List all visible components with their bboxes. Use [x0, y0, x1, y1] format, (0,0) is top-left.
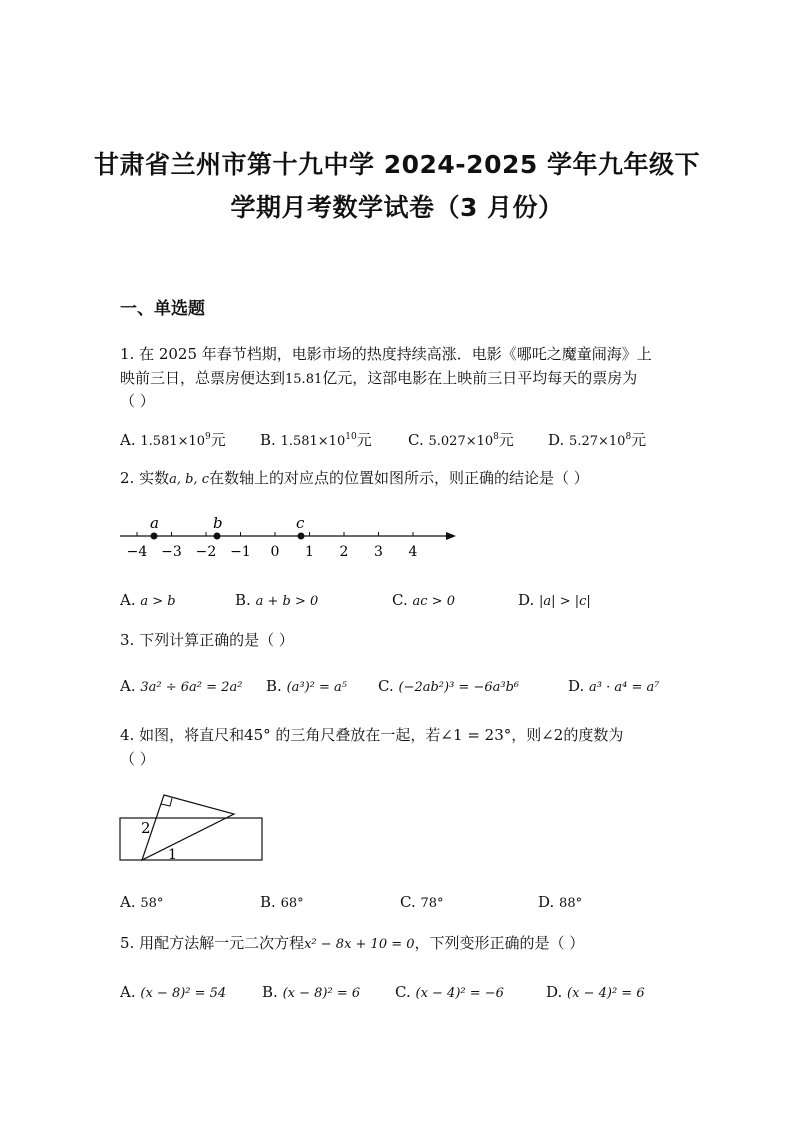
q1-box-office-number: 15.81 — [285, 372, 323, 387]
q5-option-d-label: D. — [546, 983, 563, 1001]
number-line-tick-label: −2 — [195, 544, 217, 560]
q2-option-a-label: A. — [120, 591, 136, 609]
q2-option-a[interactable] — [120, 591, 176, 609]
q1-option-d-exp: 8 — [625, 432, 632, 442]
q4-option-a[interactable] — [120, 893, 163, 911]
q2-text-b: 在数轴上的对应点的位置如图所示，则正确的结论是（ ） — [208, 469, 589, 487]
number-line-tick-label: −1 — [230, 544, 251, 560]
q3-option-b[interactable] — [266, 677, 347, 695]
q2-option-b-expr: a + b > 0 — [255, 594, 319, 609]
q3-option-b-label: B. — [266, 677, 282, 695]
q4-option-a-label: A. — [120, 893, 136, 911]
q1-option-d-label: D. — [548, 431, 565, 449]
q1-option-c-label: C. — [408, 431, 424, 449]
q4-option-c[interactable] — [400, 893, 444, 911]
q5-option-a[interactable] — [120, 983, 226, 1001]
point-c-label: c — [296, 514, 305, 532]
q2-option-c-expr: ac > 0 — [412, 594, 455, 609]
q3-option-c-label: C. — [378, 677, 394, 695]
q5-text-a: 5. 用配方法解一元二次方程 — [120, 934, 305, 952]
number-line-tick-label: 1 — [305, 544, 314, 560]
q5-option-c-expr: (x − 4)² = −6 — [415, 986, 504, 1001]
q5-text-b: ，下列变形正确的是（ ） — [414, 934, 585, 952]
q5-option-b-expr: (x − 8)² = 6 — [282, 986, 361, 1001]
q1-line3: （ ） — [120, 392, 155, 410]
q1-line2 — [120, 367, 637, 388]
number-line-tick-label: −4 — [126, 544, 148, 560]
q5-text — [120, 932, 584, 953]
q4-option-a-value: 58° — [140, 896, 164, 911]
number-line-arrow — [446, 532, 456, 540]
q2-text — [120, 467, 589, 488]
number-line-tick-label: 3 — [374, 544, 383, 560]
q3-option-a-expr: 3a² ÷ 6a² = 2a² — [140, 680, 243, 695]
q1-option-c-base: 5.027×10 — [428, 434, 494, 449]
q3-option-a-label: A. — [120, 677, 136, 695]
q5-equation: x² − 8x + 10 = 0 — [304, 937, 415, 952]
q1-option-b-unit: 元 — [356, 431, 372, 449]
q3-option-a[interactable] — [120, 677, 242, 695]
q4-option-d[interactable] — [538, 893, 582, 911]
q4-option-d-label: D. — [538, 893, 555, 911]
q1-option-b-exp: 10 — [345, 432, 357, 442]
q2-text-a: 2. 实数 — [120, 469, 170, 487]
q4-option-d-value: 88° — [559, 896, 583, 911]
q5-option-b-label: B. — [262, 983, 278, 1001]
q4-option-b[interactable] — [260, 893, 304, 911]
q1-option-a-exp: 9 — [205, 432, 211, 442]
ruler-triangle-figure — [116, 790, 270, 864]
q1-option-d-base: 5.27×10 — [569, 434, 626, 449]
q1-option-a-base: 1.581×10 — [140, 434, 206, 449]
q5-option-a-expr: (x − 8)² = 54 — [140, 986, 227, 1001]
q1-option-c-unit: 元 — [498, 431, 514, 449]
q1-option-c[interactable] — [408, 429, 514, 450]
q1-option-b[interactable] — [260, 429, 372, 450]
angle-1-label: 1 — [168, 847, 177, 863]
q5-option-d-expr: (x − 4)² = 6 — [567, 986, 645, 1001]
q3-option-d-label: D. — [568, 677, 585, 695]
q4-option-b-value: 68° — [280, 896, 304, 911]
q2-option-c[interactable] — [392, 591, 455, 609]
number-line-figure — [116, 510, 466, 562]
q1-option-d[interactable] — [548, 429, 646, 450]
number-line-tick-label: 2 — [339, 544, 349, 560]
q1-option-a-unit: 元 — [210, 431, 226, 449]
q2-option-d-expr: |a| > |c| — [539, 594, 591, 609]
q4-line2: （ ） — [120, 750, 155, 768]
q3-option-b-expr: (a³)² = a⁵ — [286, 680, 348, 695]
point-a-dot — [151, 533, 158, 540]
angle-2-label: 2 — [141, 819, 151, 837]
q4-option-b-label: B. — [260, 893, 276, 911]
q5-option-a-label: A. — [120, 983, 136, 1001]
q2-option-d-label: D. — [518, 591, 535, 609]
q1-option-a[interactable] — [120, 429, 226, 450]
number-line-tick-label: −3 — [161, 544, 182, 560]
q1-line2-text-a: 映前三日，总票房便达到 — [120, 369, 286, 387]
page-title-line1: 甘肃省兰州市第十九中学 2024-2025 学年九年级下 — [94, 150, 700, 179]
page-title-line2: 学期月考数学试卷（3 月份） — [230, 193, 564, 222]
number-line-tick-label: 0 — [270, 544, 280, 560]
q3-text: 3. 下列计算正确的是（ ） — [120, 631, 294, 649]
q4-option-c-value: 78° — [420, 896, 444, 911]
q2-vars: a, b, c — [169, 472, 209, 487]
point-b-dot — [214, 533, 221, 540]
q2-option-d[interactable] — [518, 591, 591, 609]
q3-option-d[interactable] — [568, 677, 660, 695]
q1-option-c-exp: 8 — [493, 432, 499, 442]
q2-option-a-expr: a > b — [140, 594, 176, 609]
q5-option-d[interactable] — [546, 983, 645, 1001]
section-heading: 一、单选题 — [120, 299, 205, 319]
point-a-label: a — [150, 514, 159, 532]
q1-option-b-label: B. — [260, 431, 276, 449]
q3-option-c[interactable] — [378, 677, 519, 695]
q1-line1: 1. 在 2025 年春节档期，电影市场的热度持续高涨．电影《哪吒之魔童闹海》上 — [120, 345, 652, 363]
q1-option-a-label: A. — [120, 431, 136, 449]
q1-option-b-base: 1.581×10 — [280, 434, 346, 449]
q2-option-c-label: C. — [392, 591, 408, 609]
q2-option-b-label: B. — [235, 591, 251, 609]
q1-line2-text-b: 亿元，这部电影在上映前三日平均每天的票房为 — [322, 369, 638, 387]
q5-option-c-label: C. — [395, 983, 411, 1001]
q2-option-b[interactable] — [235, 591, 318, 609]
q3-option-c-expr: (−2ab²)³ = −6a³b⁶ — [398, 680, 520, 695]
q1-option-d-unit: 元 — [631, 431, 647, 449]
q5-option-c[interactable] — [395, 983, 504, 1001]
point-b-label: b — [213, 514, 223, 532]
triangle-shape — [142, 795, 234, 860]
q5-option-b[interactable] — [262, 983, 360, 1001]
q3-option-d-expr: a³ · a⁴ = a⁷ — [589, 680, 660, 695]
q4-option-c-label: C. — [400, 893, 416, 911]
q4-line1: 4. 如图，将直尺和45° 的三角尺叠放在一起，若∠1 = 23°，则∠2的度数为 — [120, 726, 624, 744]
number-line-tick-label: 4 — [408, 544, 418, 560]
point-c-dot — [298, 533, 305, 540]
